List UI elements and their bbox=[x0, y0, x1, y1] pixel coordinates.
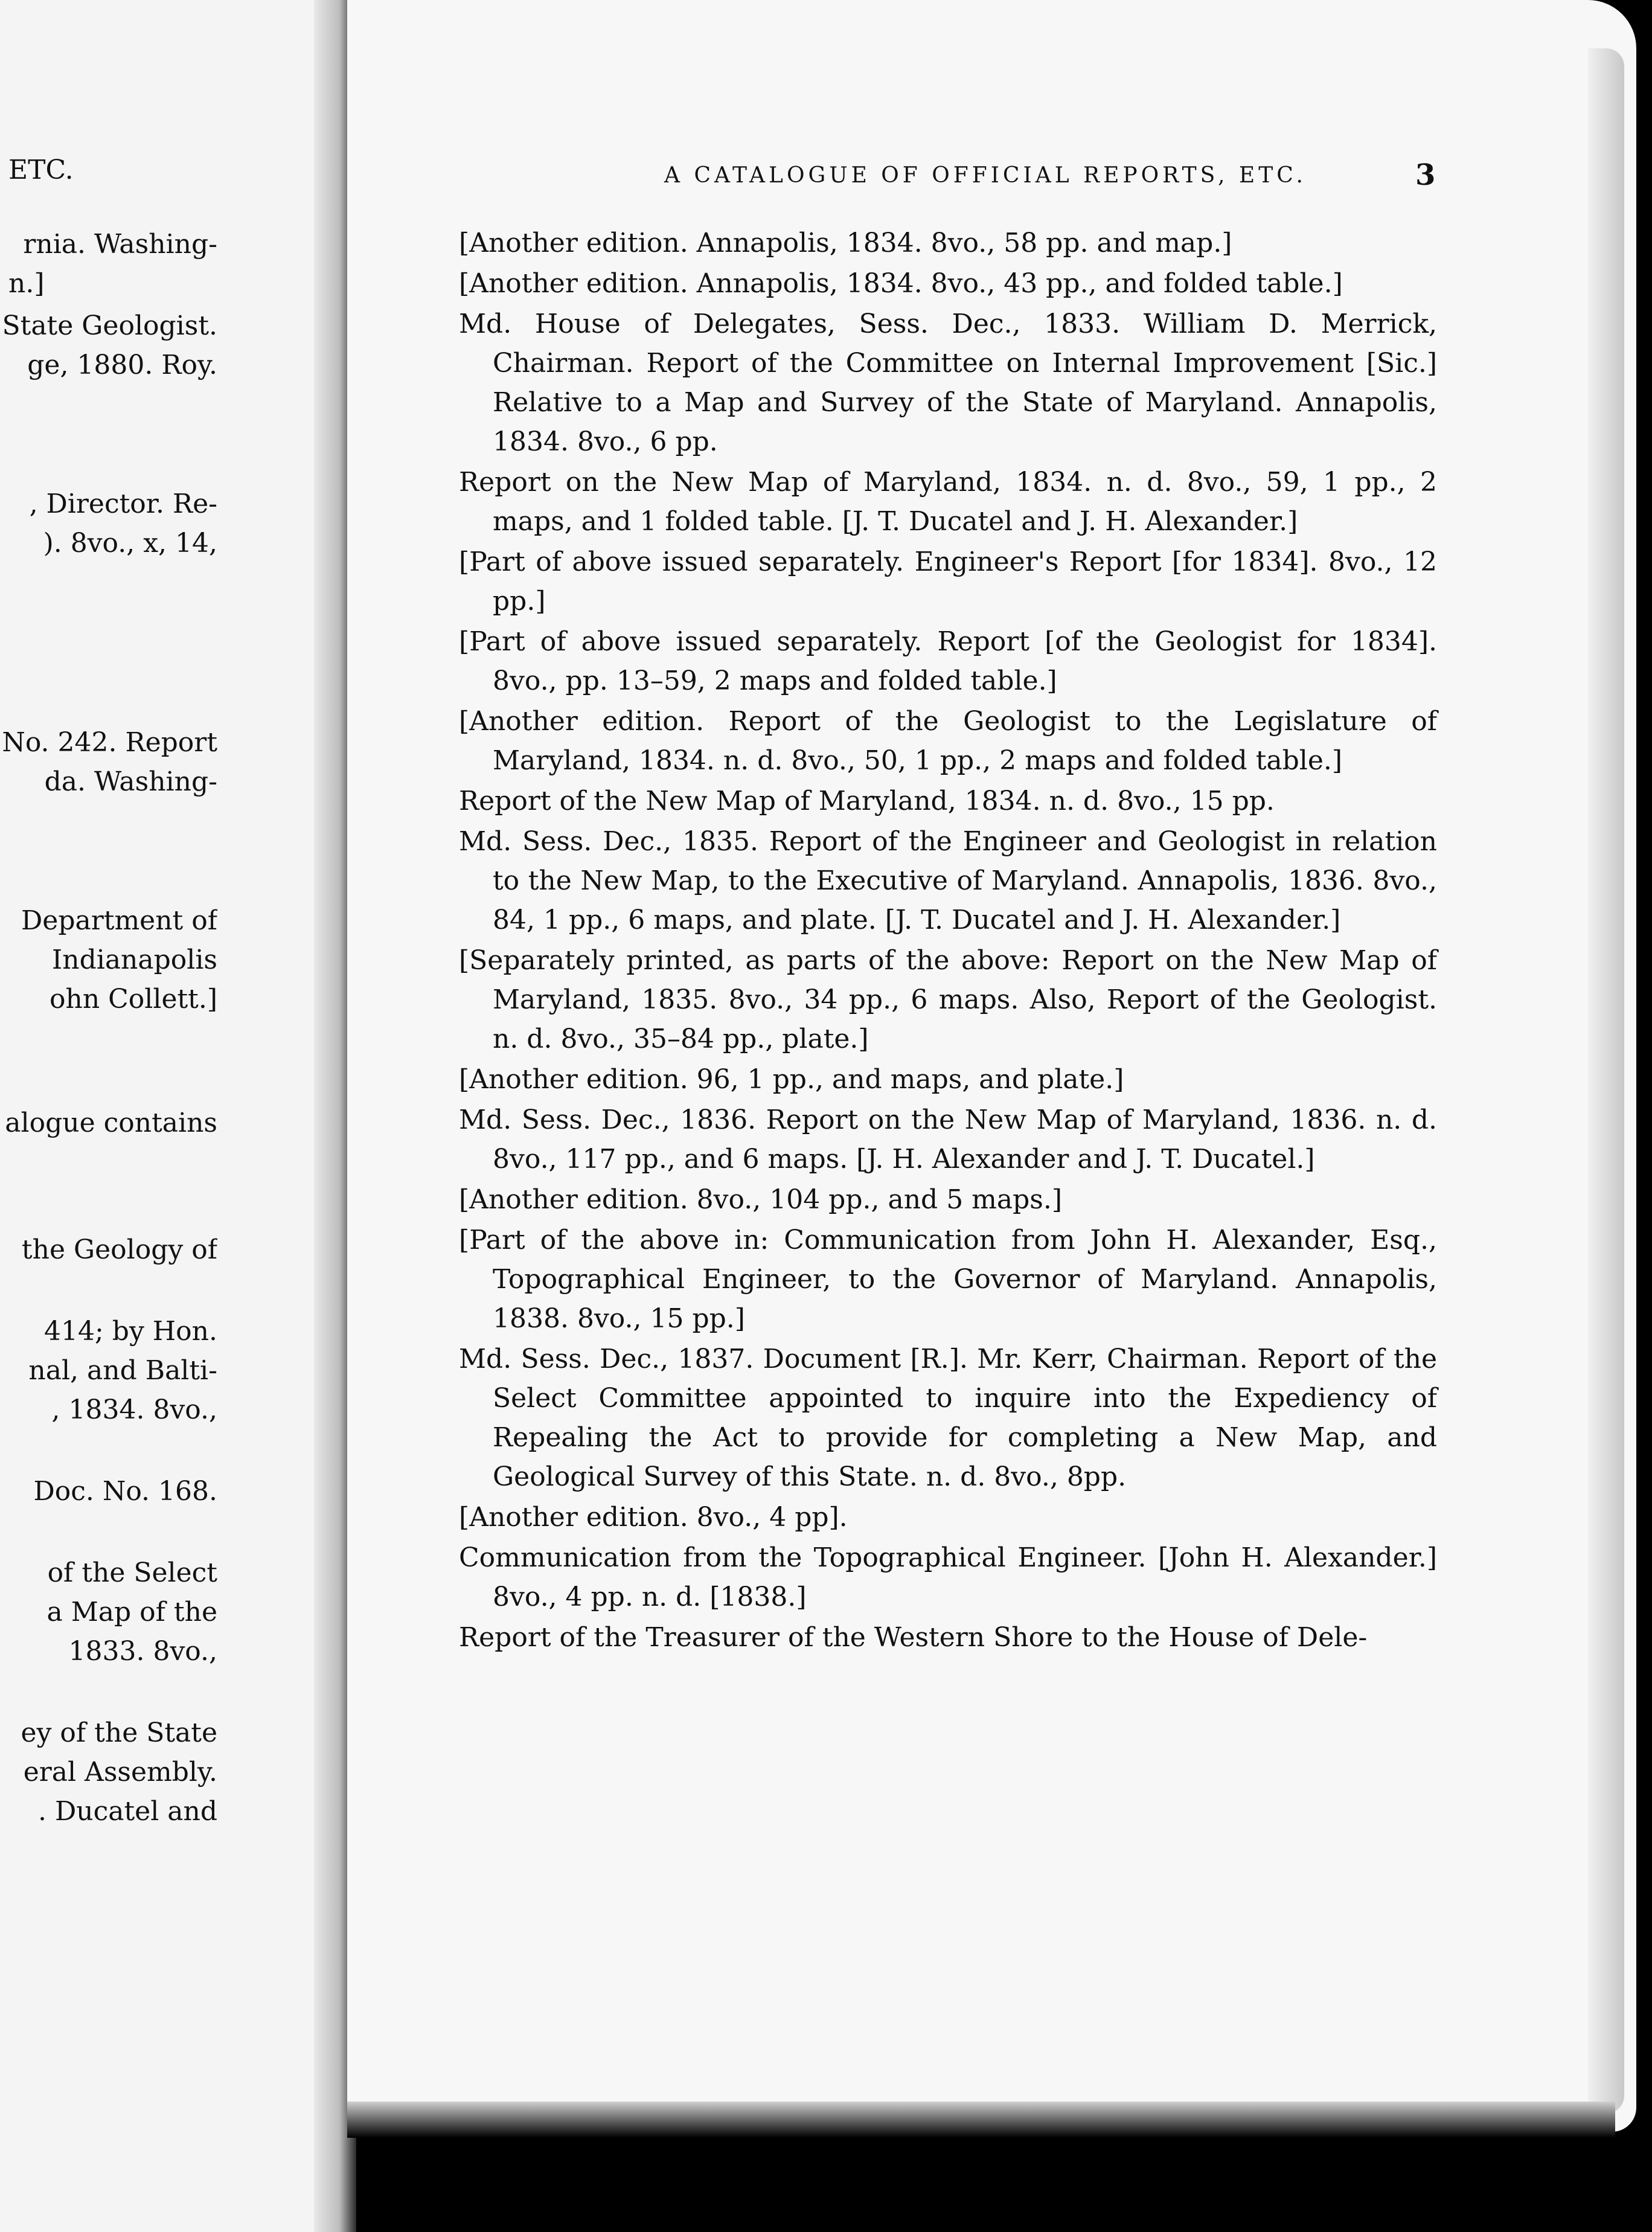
left-page-line: 1833. 8vo., bbox=[68, 1636, 217, 1667]
left-page-line: No. 242. Report bbox=[2, 727, 217, 758]
left-page-line: Department of bbox=[21, 905, 217, 936]
catalogue-entries bbox=[459, 223, 1437, 1658]
left-page-line: Doc. No. 168. bbox=[33, 1476, 217, 1507]
catalogue-entry: [Separately printed, as parts of the above: Report on the New Map of Maryland, 1835. 8vo., 34 pp., 6 maps. Also, Report of the Geologist. n. d. 8vo., 35–84 pp., plate.] bbox=[459, 945, 1437, 1054]
left-page-line: ETC. bbox=[8, 155, 74, 185]
catalogue-entry: [Another edition. 8vo., 4 pp]. bbox=[459, 1502, 848, 1533]
page-edge bbox=[1588, 48, 1624, 2114]
catalogue-entry: Md. Sess. Dec., 1836. Report on the New Map of Maryland, 1836. n. d. 8vo., 117 pp., and 6 maps. [J. H. Alexander and J. T. Ducatel.] bbox=[459, 1105, 1437, 1175]
left-page-line: , 1834. 8vo., bbox=[51, 1394, 217, 1425]
left-page-fragment bbox=[0, 0, 338, 2232]
catalogue-entry: Report of the Treasurer of the Western Shore to the House of Dele- bbox=[459, 1622, 1368, 1653]
left-page-line: alogue contains bbox=[5, 1108, 217, 1138]
left-page-line: . Ducatel and bbox=[38, 1796, 217, 1827]
left-page-line: da. Washing- bbox=[44, 766, 217, 797]
page-bottom-shadow bbox=[347, 2102, 1615, 2138]
left-page-line: the Geology of bbox=[21, 1234, 217, 1265]
catalogue-entry: [Another edition. Annapolis, 1834. 8vo., 58 pp. and map.] bbox=[459, 228, 1232, 258]
catalogue-entry: [Another edition. Annapolis, 1834. 8vo., 43 pp., and folded table.] bbox=[459, 268, 1343, 299]
left-page-line: ). 8vo., x, 14, bbox=[43, 528, 217, 559]
running-title: A CATALOGUE OF OFFICIAL REPORTS, ETC. bbox=[664, 163, 1307, 188]
left-page-text bbox=[0, 0, 217, 2232]
catalogue-entry: [Part of the above in: Communication from John H. Alexander, Esq., Topographical Engineer, to the Governor of Maryland. Annapolis, 1838. 8vo., 15 pp.] bbox=[459, 1225, 1437, 1334]
left-page-line: a Map of the bbox=[46, 1597, 217, 1628]
left-page-line: 414; by Hon. bbox=[44, 1316, 217, 1347]
left-page-line: n.] bbox=[8, 268, 45, 299]
left-page-line: of the Select bbox=[47, 1557, 217, 1588]
left-page-line: ge, 1880. Roy. bbox=[27, 350, 217, 380]
left-page-line: State Geologist. bbox=[2, 310, 217, 341]
left-page-line: Indianapolis bbox=[51, 944, 217, 975]
left-page-bottom bbox=[0, 2096, 229, 2232]
left-page-line: ohn Collett.] bbox=[49, 984, 217, 1015]
left-page-line: rnia. Washing- bbox=[23, 229, 217, 260]
catalogue-entry: [Part of above issued separately. Engineer's Report [for 1834]. 8vo., 12 pp.] bbox=[459, 547, 1437, 617]
catalogue-entry: Communication from the Topographical Engineer. [John H. Alexander.] 8vo., 4 pp. n. d. [1838.] bbox=[459, 1542, 1437, 1612]
catalogue-entry: [Another edition. 96, 1 pp., and maps, and plate.] bbox=[459, 1064, 1124, 1095]
left-page-line: ey of the State bbox=[21, 1717, 217, 1748]
left-page-line: eral Assembly. bbox=[23, 1757, 217, 1788]
catalogue-entry: Md. Sess. Dec., 1835. Report of the Engineer and Geologist in relation to the New Map, to the Executive of Maryland. Annapolis, 1836. 8vo., 84, 1 pp., 6 maps, and plate. [J. T. Ducatel and J. H. Alexander.] bbox=[459, 826, 1437, 935]
catalogue-entry: [Another edition. 8vo., 104 pp., and 5 maps.] bbox=[459, 1184, 1063, 1215]
left-page-line: , Director. Re- bbox=[29, 489, 217, 519]
catalogue-entry: Report of the New Map of Maryland, 1834. n. d. 8vo., 15 pp. bbox=[459, 786, 1275, 816]
catalogue-entry: Report on the New Map of Maryland, 1834. n. d. 8vo., 59, 1 pp., 2 maps, and 1 folded table. [J. T. Ducatel and J. H. Alexander.] bbox=[459, 467, 1437, 537]
page-number: 3 bbox=[1415, 158, 1436, 192]
left-page-line: nal, and Balti- bbox=[28, 1355, 217, 1386]
catalogue-entry: Md. Sess. Dec., 1837. Document [R.]. Mr. Kerr, Chairman. Report of the Select Committee appointed to inquire into the Expediency of Repealing the Act to provide for completing a New Map, and Geological Survey of this State. n. d. 8vo., 8pp. bbox=[459, 1344, 1437, 1492]
catalogue-entry: Md. House of Delegates, Sess. Dec., 1833. William D. Merrick, Chairman. Report of the Committee on Internal Improvement [Sic.] Relative to a Map and Survey of the State of Maryland. Annapolis, 1834. 8vo., 6 pp. bbox=[459, 309, 1437, 457]
catalogue-entry: [Another edition. Report of the Geologist to the Legislature of Maryland, 1834. n. d. 8vo., 50, 1 pp., 2 maps and folded table.] bbox=[459, 706, 1437, 776]
catalogue-entry: [Part of above issued separately. Report [of the Geologist for 1834]. 8vo., pp. 13–59, 2 maps and folded table.] bbox=[459, 626, 1437, 696]
